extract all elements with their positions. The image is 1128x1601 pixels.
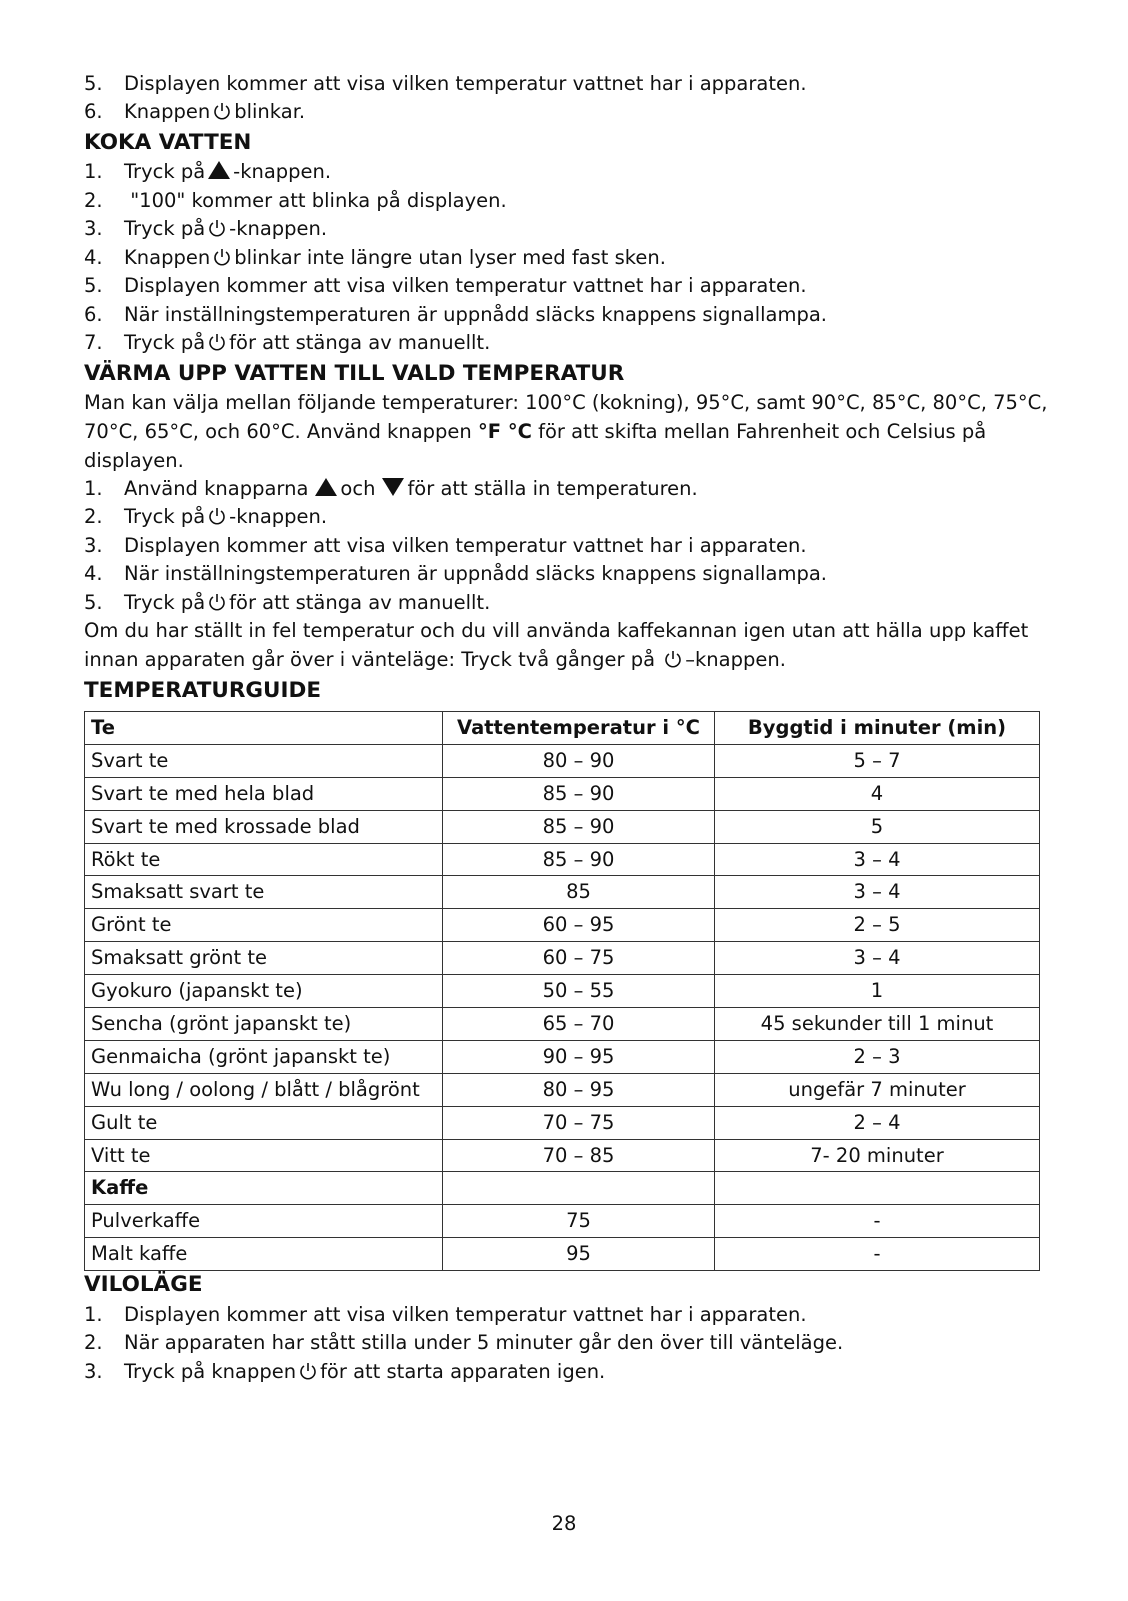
item-text: Använd knapparna bbox=[124, 477, 309, 500]
tea-name-cell: Malt kaffe bbox=[85, 1238, 443, 1271]
brew-time-cell: 3 – 4 bbox=[715, 843, 1040, 876]
table-row bbox=[85, 1106, 1040, 1139]
list-item bbox=[84, 503, 327, 531]
column-header-water-temp: Vattentemperatur i °C bbox=[443, 712, 715, 745]
table-row bbox=[85, 1040, 1040, 1073]
item-number: 3. bbox=[84, 217, 103, 240]
list-item bbox=[84, 475, 698, 503]
coffee-rows bbox=[85, 1205, 1040, 1271]
item-text: för att stänga av manuellt. bbox=[229, 331, 491, 354]
list-item bbox=[84, 329, 490, 357]
paragraph-line bbox=[84, 418, 1049, 447]
up-arrow-icon bbox=[207, 160, 231, 180]
item-text: När inställningstemperaturen är uppnådd släcks knappens signallampa. bbox=[124, 562, 827, 585]
item-text: Tryck på bbox=[124, 331, 206, 354]
item-number: 3. bbox=[84, 1360, 103, 1383]
item-text: "100" kommer att blinka på displayen. bbox=[124, 189, 507, 212]
table-row bbox=[85, 1238, 1040, 1271]
item-text: blinkar inte längre utan lyser med fast sken. bbox=[234, 246, 666, 269]
power-icon bbox=[299, 1361, 317, 1381]
item-text: -knappen. bbox=[229, 505, 328, 528]
page-number: 28 bbox=[551, 1512, 577, 1535]
tea-name-cell: Svart te med krossade blad bbox=[85, 810, 443, 843]
water-temp-cell: 85 – 90 bbox=[443, 843, 715, 876]
tea-name-cell: Wu long / oolong / blått / blågrönt bbox=[85, 1073, 443, 1106]
column-header-tea: Te bbox=[85, 712, 443, 745]
power-icon bbox=[208, 506, 226, 526]
water-temp-cell: 80 – 95 bbox=[443, 1073, 715, 1106]
list-item bbox=[84, 1329, 843, 1357]
item-text: och bbox=[340, 477, 376, 500]
tea-name-cell: Rökt te bbox=[85, 843, 443, 876]
brew-time-cell: 2 – 4 bbox=[715, 1106, 1040, 1139]
item-text: Tryck på bbox=[124, 160, 206, 183]
section-heading-varma-upp: VÄRMA UPP VATTEN TILL VALD TEMPERATUR bbox=[84, 361, 625, 386]
table-row bbox=[85, 1073, 1040, 1106]
item-number: 1. bbox=[84, 1303, 103, 1326]
table-row bbox=[85, 1139, 1040, 1172]
tea-rows bbox=[85, 744, 1040, 1172]
down-arrow-icon bbox=[381, 477, 405, 497]
table-row bbox=[85, 843, 1040, 876]
item-number: 5. bbox=[84, 72, 103, 95]
tea-name-cell: Sencha (grönt japanskt te) bbox=[85, 1008, 443, 1041]
power-icon bbox=[208, 592, 226, 612]
list-item bbox=[84, 98, 305, 126]
water-temp-cell: 85 – 90 bbox=[443, 777, 715, 810]
water-temp-cell: 85 bbox=[443, 876, 715, 909]
empty-cell bbox=[443, 1172, 715, 1205]
table-row bbox=[85, 744, 1040, 777]
power-icon bbox=[208, 332, 226, 352]
item-text: Tryck på knappen bbox=[124, 1360, 297, 1383]
water-temp-cell: 85 – 90 bbox=[443, 810, 715, 843]
item-text: -knappen. bbox=[229, 217, 328, 240]
item-text: för att ställa in temperaturen. bbox=[407, 477, 698, 500]
list-item bbox=[84, 301, 827, 329]
brew-time-cell: 4 bbox=[715, 777, 1040, 810]
water-temp-cell: 50 – 55 bbox=[443, 975, 715, 1008]
water-temp-cell: 70 – 75 bbox=[443, 1106, 715, 1139]
list-item bbox=[84, 272, 807, 300]
list-item bbox=[84, 560, 827, 588]
water-temp-cell: 60 – 75 bbox=[443, 942, 715, 975]
power-icon bbox=[213, 101, 231, 121]
paragraph-text: –knappen. bbox=[685, 647, 786, 671]
power-icon bbox=[213, 247, 231, 267]
water-temp-cell: 80 – 90 bbox=[443, 744, 715, 777]
item-text: Displayen kommer att visa vilken temperatur vattnet har i apparaten. bbox=[124, 1303, 807, 1326]
section-heading-temperaturguide: TEMPERATURGUIDE bbox=[84, 678, 322, 703]
item-number: 1. bbox=[84, 477, 103, 500]
list-item bbox=[84, 1358, 605, 1386]
list-item bbox=[84, 589, 490, 617]
item-number: 2. bbox=[84, 505, 103, 528]
tea-name-cell: Pulverkaffe bbox=[85, 1205, 443, 1238]
power-icon bbox=[208, 218, 226, 238]
list-item bbox=[84, 187, 507, 215]
table-row bbox=[85, 876, 1040, 909]
tea-name-cell: Smaksatt svart te bbox=[85, 876, 443, 909]
item-text: Knappen bbox=[124, 100, 211, 123]
section-heading-koka-vatten: KOKA VATTEN bbox=[84, 130, 252, 155]
table-row bbox=[85, 942, 1040, 975]
brew-time-cell: - bbox=[715, 1205, 1040, 1238]
water-temp-cell: 65 – 70 bbox=[443, 1008, 715, 1041]
paragraph-text: för att skifta mellan Fahrenheit och Celsius på bbox=[531, 419, 987, 443]
brew-time-cell: 1 bbox=[715, 975, 1040, 1008]
brew-time-cell: - bbox=[715, 1238, 1040, 1271]
tea-name-cell: Gyokuro (japanskt te) bbox=[85, 975, 443, 1008]
item-text: Displayen kommer att visa vilken temperatur vattnet har i apparaten. bbox=[124, 534, 807, 557]
table-header-row bbox=[85, 712, 1040, 745]
water-temp-cell: 60 – 95 bbox=[443, 909, 715, 942]
item-number: 4. bbox=[84, 246, 103, 269]
fahrenheit-celsius-label: °F °C bbox=[477, 419, 532, 443]
section-heading-vilolage: VILOLÄGE bbox=[84, 1272, 203, 1297]
column-header-brew-time: Byggtid i minuter (min) bbox=[715, 712, 1040, 745]
empty-cell bbox=[715, 1172, 1040, 1205]
item-number: 1. bbox=[84, 160, 103, 183]
brew-time-cell: 7- 20 minuter bbox=[715, 1139, 1040, 1172]
item-text: Tryck på bbox=[124, 591, 206, 614]
temperature-guide-table bbox=[84, 711, 1040, 1271]
paragraph-line: Man kan välja mellan följande temperaturer: 100°C (kokning), 95°C, samt 90°C, 85°C, 80°C, 75°C, bbox=[84, 391, 1048, 414]
list-item bbox=[84, 158, 331, 186]
list-item bbox=[84, 532, 807, 560]
power-icon bbox=[664, 649, 682, 669]
item-text: Tryck på bbox=[124, 505, 206, 528]
item-text: Displayen kommer att visa vilken temperatur vattnet har i apparaten. bbox=[124, 72, 807, 95]
section-outro-paragraph bbox=[84, 617, 1049, 675]
paragraph-text: 70°C, 65°C, och 60°C. Använd knappen bbox=[84, 419, 478, 443]
brew-time-cell: 5 bbox=[715, 810, 1040, 843]
item-number: 6. bbox=[84, 100, 103, 123]
list-item bbox=[84, 70, 807, 98]
table-row-coffee-header bbox=[85, 1172, 1040, 1205]
item-number: 2. bbox=[84, 189, 103, 212]
item-text: blinkar. bbox=[234, 100, 306, 123]
table-row bbox=[85, 777, 1040, 810]
coffee-header-cell: Kaffe bbox=[85, 1172, 443, 1205]
brew-time-cell: 2 – 3 bbox=[715, 1040, 1040, 1073]
water-temp-cell: 95 bbox=[443, 1238, 715, 1271]
brew-time-cell: 5 – 7 bbox=[715, 744, 1040, 777]
tea-name-cell: Smaksatt grönt te bbox=[85, 942, 443, 975]
brew-time-cell: 3 – 4 bbox=[715, 876, 1040, 909]
table-row bbox=[85, 1008, 1040, 1041]
up-arrow-icon bbox=[314, 477, 338, 497]
tea-name-cell: Svart te med hela blad bbox=[85, 777, 443, 810]
item-text: för att starta apparaten igen. bbox=[320, 1360, 606, 1383]
paragraph-line: Om du har ställt in fel temperatur och du vill använda kaffekannan igen utan att hälla upp kaffet bbox=[84, 619, 1029, 642]
item-number: 4. bbox=[84, 562, 103, 585]
table-row bbox=[85, 810, 1040, 843]
list-item bbox=[84, 1301, 807, 1329]
item-text: Knappen bbox=[124, 246, 211, 269]
item-number: 3. bbox=[84, 534, 103, 557]
coffee-section bbox=[85, 1172, 1040, 1205]
item-number: 2. bbox=[84, 1331, 103, 1354]
item-number: 5. bbox=[84, 274, 103, 297]
list-item bbox=[84, 215, 327, 243]
item-text: Displayen kommer att visa vilken temperatur vattnet har i apparaten. bbox=[124, 274, 807, 297]
brew-time-cell: 2 – 5 bbox=[715, 909, 1040, 942]
tea-name-cell: Svart te bbox=[85, 744, 443, 777]
list-item bbox=[84, 244, 666, 272]
brew-time-cell: ungefär 7 minuter bbox=[715, 1073, 1040, 1106]
paragraph-text: innan apparaten går över i vänteläge: Tryck två gånger på bbox=[84, 647, 662, 671]
water-temp-cell: 70 – 85 bbox=[443, 1139, 715, 1172]
item-text: för att stänga av manuellt. bbox=[229, 591, 491, 614]
table-row bbox=[85, 975, 1040, 1008]
table-row bbox=[85, 909, 1040, 942]
item-text: Tryck på bbox=[124, 217, 206, 240]
item-text: När inställningstemperaturen är uppnådd släcks knappens signallampa. bbox=[124, 303, 827, 326]
table-row bbox=[85, 1205, 1040, 1238]
item-text: -knappen. bbox=[233, 160, 332, 183]
item-number: 5. bbox=[84, 591, 103, 614]
tea-name-cell: Gult te bbox=[85, 1106, 443, 1139]
water-temp-cell: 90 – 95 bbox=[443, 1040, 715, 1073]
item-text: När apparaten har stått stilla under 5 minuter går den över till vänteläge. bbox=[124, 1331, 844, 1354]
tea-name-cell: Grönt te bbox=[85, 909, 443, 942]
tea-name-cell: Genmaicha (grönt japanskt te) bbox=[85, 1040, 443, 1073]
paragraph-line bbox=[84, 646, 1049, 675]
brew-time-cell: 3 – 4 bbox=[715, 942, 1040, 975]
section-intro-paragraph bbox=[84, 389, 1049, 475]
water-temp-cell: 75 bbox=[443, 1205, 715, 1238]
item-number: 6. bbox=[84, 303, 103, 326]
brew-time-cell: 45 sekunder till 1 minut bbox=[715, 1008, 1040, 1041]
tea-name-cell: Vitt te bbox=[85, 1139, 443, 1172]
item-number: 7. bbox=[84, 331, 103, 354]
paragraph-line: displayen. bbox=[84, 448, 184, 472]
